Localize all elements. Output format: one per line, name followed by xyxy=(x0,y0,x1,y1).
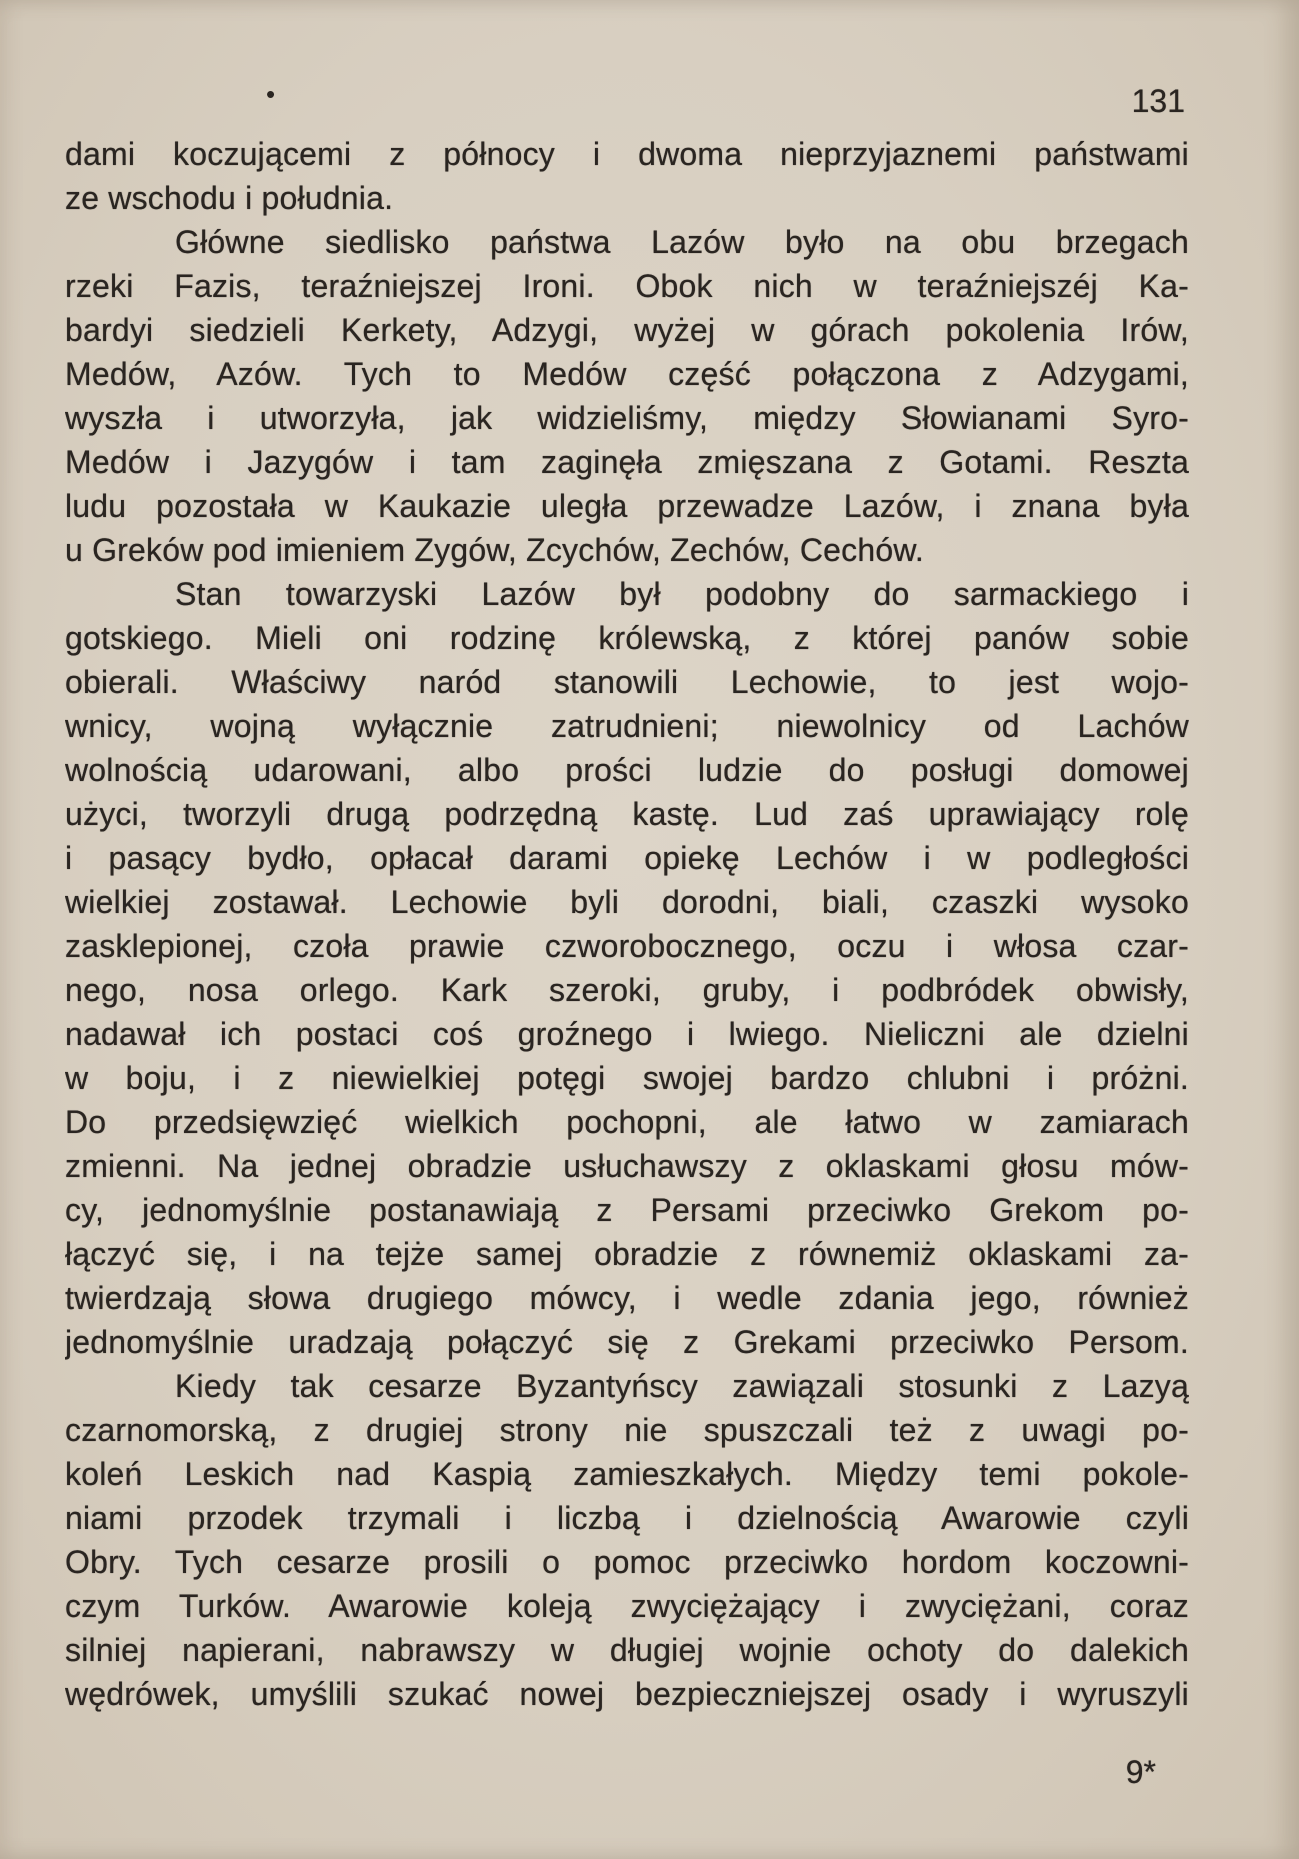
printer-mark: • xyxy=(266,79,276,109)
text-line: koleń Leskich nad Kaspią zamieszkałych. Między temi pokole- xyxy=(65,1456,1189,1492)
text-line: cy, jednomyślnie postanawiają z Persami przeciwko Grekom po- xyxy=(65,1192,1189,1228)
text-line: niami przodek trzymali i liczbą i dzielnością Awarowie czyli xyxy=(65,1500,1189,1536)
text-line: łączyć się, i na tejże samej obradzie z równemiż oklaskami za- xyxy=(65,1236,1189,1272)
text-line: dami koczującemi z północy i dwoma nieprzyjaznemi państwami xyxy=(65,136,1189,172)
text-line: Główne siedlisko państwa Lazów było na obu brzegach xyxy=(175,224,1189,260)
text-line: czym Turków. Awarowie koleją zwyciężający i zwyciężani, coraz xyxy=(65,1588,1189,1624)
text-line: użyci, tworzyli drugą podrzędną kastę. Lud zaś uprawiający rolę xyxy=(65,796,1189,832)
text-line: Medów, Azów. Tych to Medów część połączona z Adzygami, xyxy=(65,356,1189,392)
text-line: Stan towarzyski Lazów był podobny do sarmackiego i xyxy=(175,576,1189,612)
text-line: jednomyślnie uradzają połączyć się z Grekami przeciwko Persom. xyxy=(65,1324,1189,1360)
paragraph xyxy=(65,1364,1189,1716)
text-line: gotskiego. Mieli oni rodzinę królewską, z której panów sobie xyxy=(65,620,1189,656)
text-line: nego, nosa orlego. Kark szeroki, gruby, i podbródek obwisły, xyxy=(65,972,1189,1008)
text-line: wielkiej zostawał. Lechowie byli dorodni, biali, czaszki wysoko xyxy=(65,884,1189,920)
text-line: czarnomorską, z drugiej strony nie spuszczali też z uwagi po- xyxy=(65,1412,1189,1448)
paragraph xyxy=(65,132,1189,220)
text-line: w boju, i z niewielkiej potęgi swojej bardzo chlubni i próżni. xyxy=(65,1060,1189,1096)
text-line: bardyi siedzieli Kerkety, Adzygi, wyżej w górach pokolenia Irów, xyxy=(65,312,1189,348)
text-line: Medów i Jazygów i tam zaginęła zmięszana z Gotami. Reszta xyxy=(65,444,1189,480)
text-line: wolnością udarowani, albo prości ludzie do posługi domowej xyxy=(65,752,1189,788)
text-line: wyszła i utworzyła, jak widzieliśmy, między Słowianami Syro- xyxy=(65,400,1189,436)
paragraph xyxy=(65,572,1189,1364)
text-line: twierdzają słowa drugiego mówcy, i wedle zdania jego, również xyxy=(65,1280,1189,1316)
text-line: ludu pozostała w Kaukazie uległa przewadze Lazów, i znana była xyxy=(65,488,1189,524)
text-line: wnicy, wojną wyłącznie zatrudnieni; niewolnicy od Lachów xyxy=(65,708,1189,744)
text-line: ze wschodu i południa. xyxy=(65,180,394,216)
text-line: zasklepionej, czoła prawie czworobocznego, oczu i włosa czar- xyxy=(65,928,1189,964)
text-line: silniej napierani, nabrawszy w długiej wojnie ochoty do dalekich xyxy=(65,1632,1189,1668)
text-line: obierali. Właściwy naród stanowili Lechowie, to jest wojo- xyxy=(65,664,1189,700)
text-line: Kiedy tak cesarze Byzantyńscy zawiązali stosunki z Lazyą xyxy=(175,1368,1189,1404)
page-number: 131 xyxy=(1131,83,1185,119)
paragraph xyxy=(65,220,1189,572)
text-line: Obry. Tych cesarze prosili o pomoc przeciwko hordom koczowni- xyxy=(65,1544,1189,1580)
text-line: wędrówek, umyślili szukać nowej bezpieczniejszej osady i wyruszyli xyxy=(65,1676,1189,1712)
text-line: nadawał ich postaci coś groźnego i lwiego. Nieliczni ale dzielni xyxy=(65,1016,1189,1052)
body-text xyxy=(65,132,1189,1716)
text-line: i pasący bydło, opłacał darami opiekę Lechów i w podległości xyxy=(65,840,1189,876)
text-line: u Greków pod imieniem Zygów, Zcychów, Zechów, Cechów. xyxy=(65,532,924,568)
text-line: rzeki Fazis, teraźniejszej Ironi. Obok nich w teraźniejszéj Ka- xyxy=(65,268,1189,304)
text-line: zmienni. Na jednej obradzie usłuchawszy z oklaskami głosu mów- xyxy=(65,1148,1189,1184)
sheet-signature: 9* xyxy=(1125,1754,1156,1790)
text-line: Do przedsięwzięć wielkich pochopni, ale łatwo w zamiarach xyxy=(65,1104,1189,1140)
